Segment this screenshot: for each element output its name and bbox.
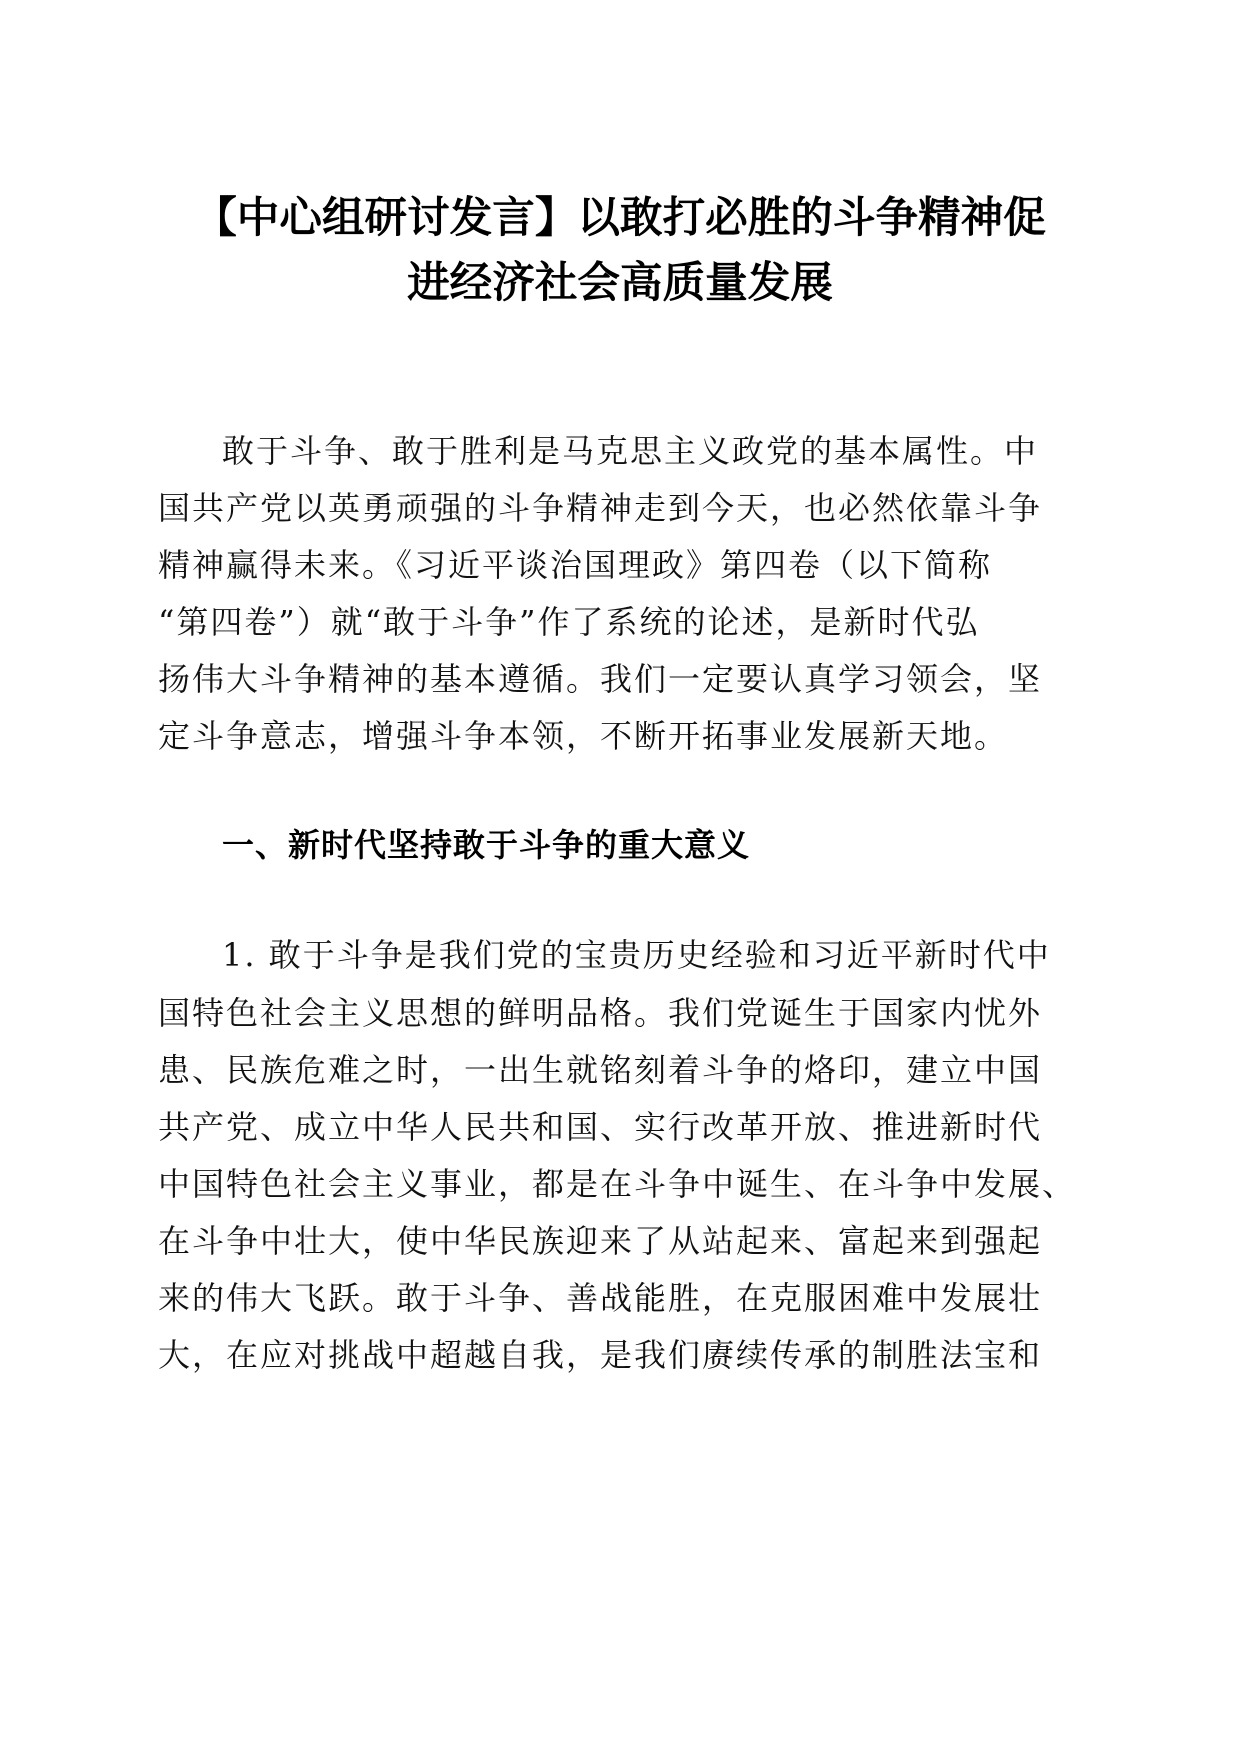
- intro-line-3: 精神赢得未来。《习近平谈治国理政》第四卷（以下简称: [158, 546, 993, 584]
- para1-line-1: 1. 敢于斗争是我们党的宝贵历史经验和习近平新时代中: [222, 936, 1051, 974]
- document-title-line-2: 进经济社会高质量发展: [407, 258, 833, 308]
- para1-line-3: 患、民族危难之时，一出生就铭刻着斗争的烙印，建立中国: [158, 1051, 1043, 1089]
- intro-line-4: “第四卷”）就“敢于斗争”作了系统的论述，是新时代弘: [158, 603, 980, 641]
- para1-line-8: 大，在应对挑战中超越自我，是我们赓续传承的制胜法宝和: [158, 1336, 1043, 1374]
- document-title-line-1: 【中心组研讨发言】以敢打必胜的斗争精神促: [194, 193, 1046, 243]
- para1-line-4: 共产党、成立中华人民共和国、实行改革开放、推进新时代: [158, 1108, 1043, 1146]
- section-heading: 一、新时代坚持敢于斗争的重大意义: [222, 826, 751, 864]
- intro-line-5: 扬伟大斗争精神的基本遵循。我们一定要认真学习领会，坚: [158, 660, 1043, 698]
- para1-line-7: 来的伟大飞跃。敢于斗争、善战能胜，在克服困难中发展壮: [158, 1279, 1043, 1317]
- para1-line-6: 在斗争中壮大，使中华民族迎来了从站起来、富起来到强起: [158, 1222, 1043, 1260]
- para1-line-5: 中国特色社会主义事业，都是在斗争中诞生、在斗争中发展、: [158, 1165, 1077, 1203]
- intro-line-1: 敢于斗争、敢于胜利是马克思主义政党的基本属性。中: [222, 432, 1039, 470]
- para1-line-2: 国特色社会主义思想的鲜明品格。我们党诞生于国家内忧外: [158, 994, 1043, 1032]
- intro-line-2: 国共产党以英勇顽强的斗争精神走到今天，也必然依靠斗争: [158, 489, 1043, 527]
- intro-line-6: 定斗争意志，增强斗争本领，不断开拓事业发展新天地。: [158, 717, 1009, 755]
